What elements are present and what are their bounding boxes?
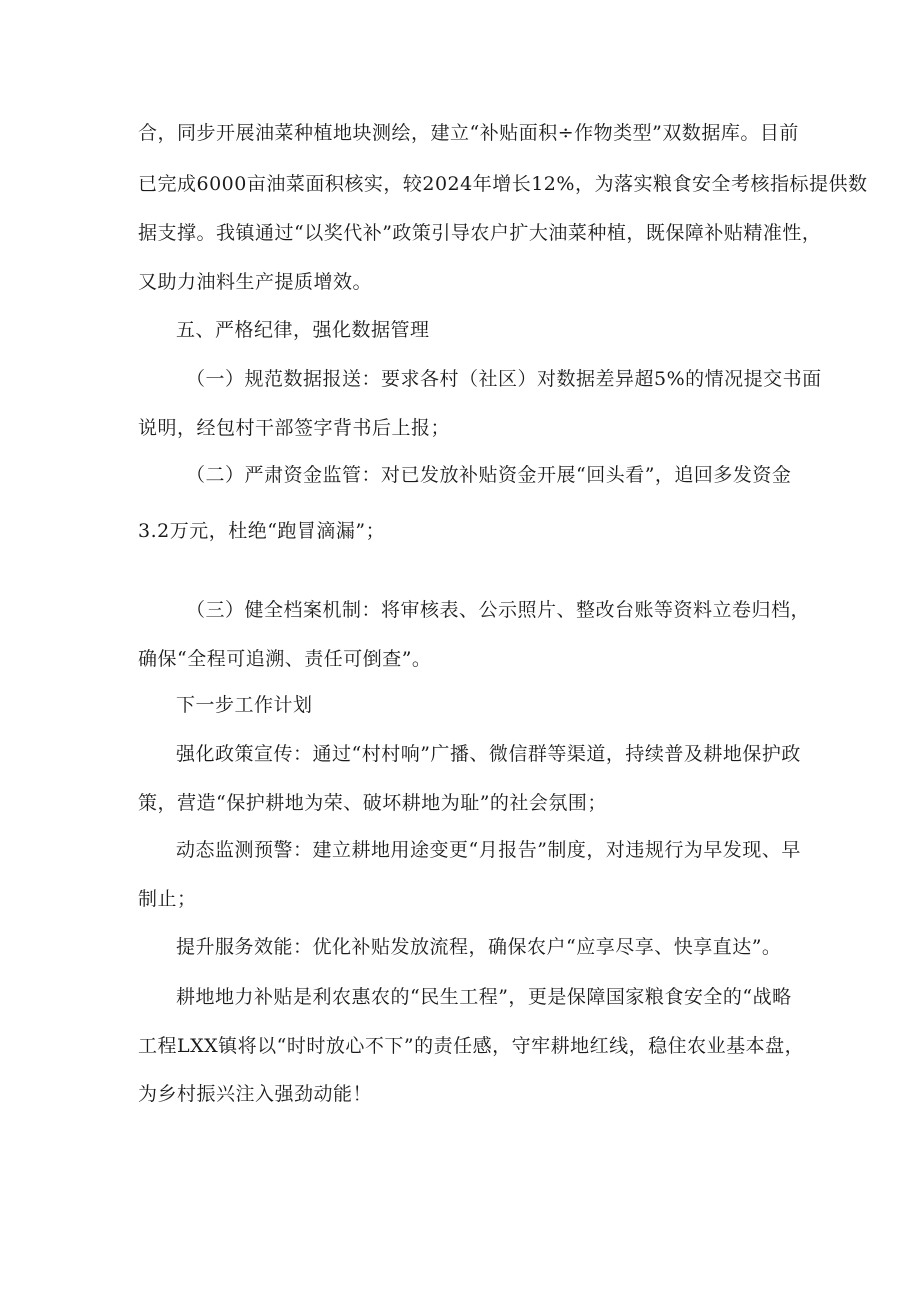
paragraph-line: （三）健全档案机制：将审核表、公示照片、整改台账等资料立卷归档， bbox=[186, 599, 811, 621]
paragraph-line: 说明，经包村干部签字背书后上报； bbox=[138, 417, 451, 439]
paragraph-line: 又助力油料生产提质增效。 bbox=[138, 271, 373, 293]
section-heading: 五、严格纪律，强化数据管理 bbox=[176, 319, 430, 341]
paragraph-line: 耕地地力补贴是利农惠农的“民生工程”，更是保障国家粮食安全的“战略 bbox=[176, 986, 792, 1008]
paragraph-line: 强化政策宣传：通过“村村响”广播、微信群等渠道，持续普及耕地保护政 bbox=[176, 743, 801, 765]
paragraph-line: 工程LXX镇将以“时时放心不下”的责任感，守牢耕地红线，稳住农业基本盘， bbox=[138, 1035, 805, 1057]
paragraph-line: 已完成6000亩油菜面积核实，较2024年增长12%，为落实粮食安全考核指标提供数 bbox=[138, 173, 868, 195]
paragraph-line: 为乡村振兴注入强劲动能！ bbox=[138, 1083, 373, 1105]
paragraph-line: 合，同步开展油菜种植地块测绘，建立“补贴面积÷作物类型”双数据库。目前 bbox=[138, 122, 799, 144]
paragraph-line: 3.2万元，杜绝“跑冒滴漏”； bbox=[138, 520, 386, 542]
paragraph-line: 提升服务效能：优化补贴发放流程，确保农户“应享尽享、快享直达”。 bbox=[176, 936, 782, 958]
paragraph-line: 策，营造“保护耕地为荣、破坏耕地为耻”的社会氛围； bbox=[138, 792, 607, 814]
paragraph-line: （一）规范数据报送：要求各村（社区）对数据差异超5%的情况提交书面 bbox=[186, 368, 822, 390]
paragraph-line: 据支撑。我镇通过“以奖代补”政策引导农户扩大油菜种植，既保障补贴精准性， bbox=[138, 222, 822, 244]
paragraph-line: 动态监测预警：建立耕地用途变更“月报告”制度，对违规行为早发现、早 bbox=[176, 839, 801, 861]
paragraph-line: 制止； bbox=[138, 888, 197, 910]
paragraph-line: （二）严肃资金监管：对已发放补贴资金开展“回头看”，追回多发资金 bbox=[186, 464, 792, 486]
section-heading: 下一步工作计划 bbox=[176, 694, 313, 716]
paragraph-line: 确保“全程可追溯、责任可倒查”。 bbox=[138, 648, 432, 670]
